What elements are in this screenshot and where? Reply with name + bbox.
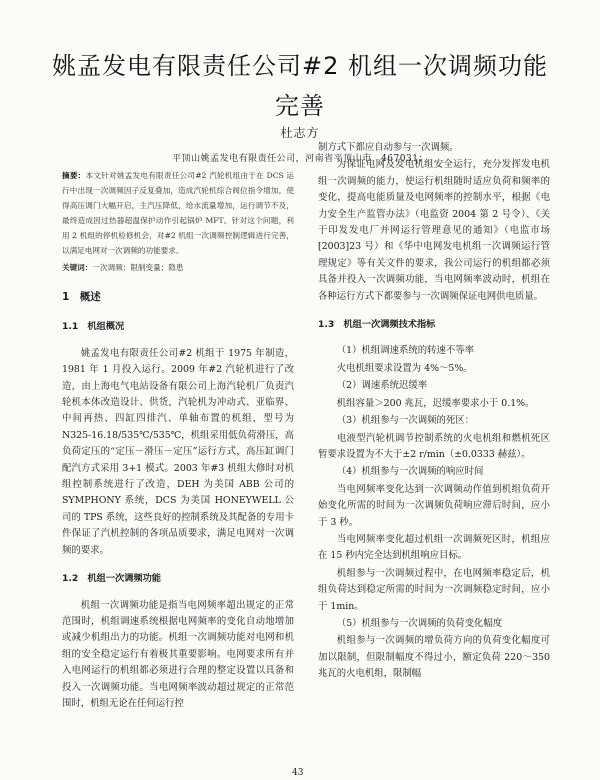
right-column xyxy=(318,140,550,780)
page-number: 43 xyxy=(292,768,304,778)
item-4-text-3: 机组参与一次调频过程中，在电网频率稳定后，机组负荷达到稳定所需的时间为一次调频稳定时间，应小于 1min。 xyxy=(318,567,550,612)
affiliation: 平顶山姚孟发电有限责任公司，河南省平顶山市 467031； xyxy=(172,154,428,164)
item-4-text-1: 当电网频率变化达到一次调频动作值到机组负荷开始变化所需的时间为一次调频负荷响应滞后时间，应小于 3 秒。 xyxy=(318,483,550,528)
section-heading-1-3: 1.3 机组一次调频技术指标 xyxy=(318,319,436,331)
item-4-heading: （4）机组参与一次调频的响应时间 xyxy=(336,466,484,478)
paragraph-unit-overview: 姚孟发电有限责任公司#2 机组于 1975 年制造，1981 年 1 月投入运行。2009 年#2 汽轮机进行了改造，由上海电气电站设备有限公司上海汽轮机厂负责汽轮机本体改造设计、供货，汽轮机为冲动式、亚临界、中间再热、四缸四排汽、单轴布置的机组，型号为 N325-16.18/535℃/535℃，机组采用低负荷滑压，高负荷定压的“定压－滑压－定压”运行方式，高压缸调门配汽方式采用 3+1 模式。2003 年#3 机组大修时对机组控制系统进行了改造，DEH 为美国 ABB 公司的 SYMPHONY 系统，DCS 为美国 HONEYWELL 公司的 TPS 系统，这些良好的控制系统及其配备的专用卡件保证了汽机控制的各项品质要求，满足电网对一次调频的要求。 xyxy=(62,347,294,556)
paragraph-frequency-function: 机组一次调频功能是指当电网频率超出规定的正常范围时，机组调速系统根据电网频率的变化自动地增加或减少机组出力的功能。机组一次调频功能对电网和机组的安全稳定运行有着极其重要影响。电网要求所有并入电网运行的机组都必须进行合理的整定设置以具备和投入一次调频功能。当电网频率波动超过规定的正常范围时，机组无论在任何运行控 xyxy=(62,599,294,709)
abstract-text: 本文针对姚孟发电有限责任公司#2 汽轮机组由于在 DCS 运行中出现一次调频因子反复叠加，造成汽轮机综合阀位指令增加，使得高压调门大幅开启，主汽压降低，给水流量增加，运行调节不及，最终造成因过热器超温保护动作引起锅炉 MFT。针对这个问题，利用 2 机组的停机检修机会，对#2 机组一次调频控制逻辑进行完善，以满足电网对一次调频的功能要求。 xyxy=(62,171,294,255)
section-heading-1-1: 1.1 机组概况 xyxy=(62,321,125,333)
item-4-text-2: 当电网频率变化超过机组一次调频死区时，机组应在 15 秒内完全达到机组响应目标。 xyxy=(318,533,550,562)
item-1-text: 火电机组要求设置为 4%～5%。 xyxy=(336,362,473,374)
item-5-text: 机组参与一次调频的增负荷方向的负荷变化幅度可加以限制，但限制幅度不得过小，额定负荷 220～350 兆瓦的火电机组，限制幅 xyxy=(318,635,550,680)
section-heading-1: 1 概述 xyxy=(62,291,101,303)
section-heading-1-2: 1.2 机组一次调频功能 xyxy=(62,573,161,585)
left-column xyxy=(62,168,294,780)
keywords xyxy=(62,260,294,275)
paragraph-continued: 制方式下都应自动参与一次调频。 xyxy=(318,142,459,153)
author-name: 杜志方 xyxy=(280,126,320,140)
item-5-heading: （5）机组参与一次调频的负荷变化幅度 xyxy=(336,617,503,629)
keywords-label: 关键词： xyxy=(62,263,93,272)
item-3-heading: （3）机组参与一次调频的死区： xyxy=(336,415,475,427)
item-2-text: 机组容量＞200 兆瓦，迟缓率要求小于 0.1%。 xyxy=(336,397,535,409)
item-2-heading: （2）调速系统迟缓率 xyxy=(336,380,428,392)
paragraph-requirements: 为保证电网及发电机组安全运行，充分发挥发电机组一次调频的能力，使运行机组随时适应负荷和频率的变化，提高电能质量及电网频率的控制水平，根据《电力安全生产监管办法》（电监资 2004 第 2 号令）、《关于印发发电厂并网运行管理意见的通知》（电监市场[2003]23 号）和《华中电网发电机组一次调频运行管理规定》等有关文件的要求，我公司运行的机组都必须具备并投入一次调频功能，当电网频率波动时，机组在各种运行方式下都要参与一次调频保证电网供电质量。 xyxy=(318,159,550,302)
item-1-heading: （1）机组调速系统的转速不等率 xyxy=(336,345,475,357)
abstract-label: 摘要： xyxy=(62,171,86,180)
item-3-text: 电液型汽轮机调节控制系统的火电机组和燃机死区暂要求设置为不大于±2 r/min（±0.0333 赫兹）。 xyxy=(318,432,550,460)
abstract xyxy=(62,168,294,258)
keywords-text: 一次调频；限制变量；隐患 xyxy=(92,263,184,272)
paper-title: 姚孟发电有限责任公司#2 机组一次调频功能完善 xyxy=(51,52,548,120)
